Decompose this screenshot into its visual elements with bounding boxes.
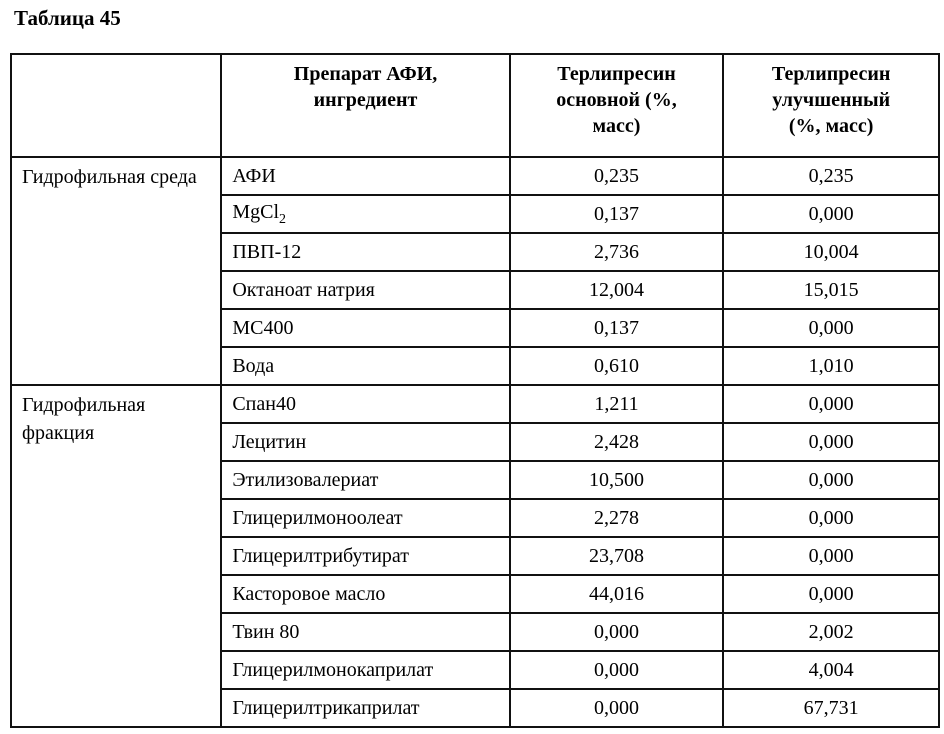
ingredient-cell (221, 461, 509, 499)
header-base: Терлипресин основной (%, масс) (510, 54, 724, 157)
ingredient-name: Глицерилмонокаприлат (232, 659, 433, 681)
header-ingredient: Препарат АФИ, ингредиент (221, 54, 509, 157)
group-label: Гидрофильная фракция (11, 385, 221, 727)
value-improved: 0,000 (723, 461, 939, 499)
value-base: 12,004 (510, 271, 724, 309)
value-base: 2,278 (510, 499, 724, 537)
ingredient-cell (221, 499, 509, 537)
header-group (11, 54, 221, 157)
value-improved: 0,000 (723, 575, 939, 613)
value-improved: 0,000 (723, 499, 939, 537)
ingredient-cell (221, 347, 509, 385)
ingredient-name: Этилизовалериат (232, 469, 378, 491)
value-improved: 2,002 (723, 613, 939, 651)
ingredient-cell (221, 195, 509, 233)
ingredient-name: АФИ (232, 165, 275, 187)
value-improved: 0,000 (723, 195, 939, 233)
value-improved: 1,010 (723, 347, 939, 385)
composition-table (10, 53, 940, 728)
ingredient-name: Глицерилмоноолеат (232, 507, 402, 529)
ingredient-cell (221, 157, 509, 195)
ingredient-name: Вода (232, 355, 274, 377)
value-improved: 0,235 (723, 157, 939, 195)
ingredient-cell (221, 423, 509, 461)
header-row (11, 54, 939, 157)
ingredient-name: ПВП-12 (232, 241, 301, 263)
value-base: 23,708 (510, 537, 724, 575)
ingredient-cell (221, 271, 509, 309)
value-base: 0,610 (510, 347, 724, 385)
ingredient-name: МС400 (232, 317, 293, 339)
value-base: 2,736 (510, 233, 724, 271)
ingredient-name: Глицерилтрибутират (232, 545, 409, 567)
value-improved: 10,004 (723, 233, 939, 271)
value-improved: 4,004 (723, 651, 939, 689)
ingredient-cell (221, 385, 509, 423)
ingredient-name: Касторовое масло (232, 583, 385, 605)
group-label: Гидрофильная среда (11, 157, 221, 385)
value-base: 0,000 (510, 613, 724, 651)
ingredient-cell (221, 309, 509, 347)
ingredient-cell (221, 689, 509, 727)
table-row (11, 385, 939, 423)
value-improved: 0,000 (723, 309, 939, 347)
value-improved: 15,015 (723, 271, 939, 309)
ingredient-name: Спан40 (232, 393, 296, 415)
table-row (11, 157, 939, 195)
ingredient-name: Лецитин (232, 431, 306, 453)
value-improved: 0,000 (723, 537, 939, 575)
ingredient-name: Глицерилтрикаприлат (232, 697, 419, 719)
value-base: 1,211 (510, 385, 724, 423)
ingredient-name: MgCl (232, 201, 279, 223)
ingredient-cell (221, 575, 509, 613)
ingredient-cell (221, 613, 509, 651)
ingredient-name: Октаноат натрия (232, 279, 375, 301)
value-base: 0,137 (510, 309, 724, 347)
ingredient-cell (221, 233, 509, 271)
value-improved: 67,731 (723, 689, 939, 727)
value-base: 0,000 (510, 689, 724, 727)
ingredient-name: Твин 80 (232, 621, 299, 643)
value-base: 0,235 (510, 157, 724, 195)
value-base: 2,428 (510, 423, 724, 461)
header-improved: Терлипресин улучшенный (%, масс) (723, 54, 939, 157)
value-base: 0,137 (510, 195, 724, 233)
value-base: 0,000 (510, 651, 724, 689)
ingredient-cell (221, 651, 509, 689)
value-improved: 0,000 (723, 385, 939, 423)
table-caption: Таблица 45 (14, 6, 121, 31)
value-base: 10,500 (510, 461, 724, 499)
value-improved: 0,000 (723, 423, 939, 461)
value-base: 44,016 (510, 575, 724, 613)
ingredient-cell (221, 537, 509, 575)
ingredient-subscript: 2 (279, 212, 286, 227)
